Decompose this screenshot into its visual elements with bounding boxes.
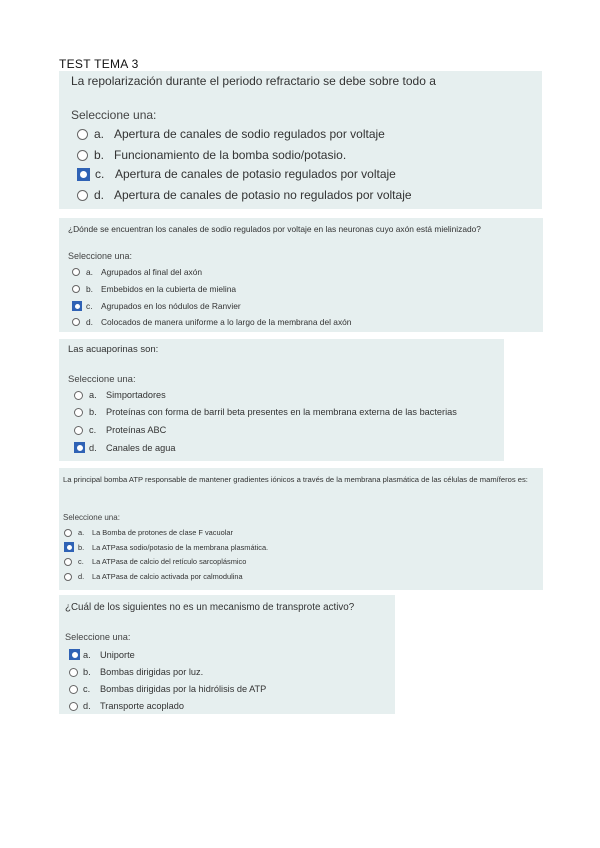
radio-button-selected[interactable] xyxy=(74,442,85,453)
question-1 xyxy=(59,71,542,209)
answer-option-a[interactable] xyxy=(72,267,202,277)
radio-button[interactable] xyxy=(77,190,88,201)
question-text: La repolarización durante el periodo refractario se debe sobre todo a xyxy=(71,74,436,88)
option-text: Apertura de canales de potasio no regulados por voltaje xyxy=(114,188,412,202)
option-text: Colocados de manera uniforme a lo largo de la membrana del axón xyxy=(101,317,352,327)
option-text: Embebidos en la cubierta de mielina xyxy=(101,284,237,294)
option-letter: d. xyxy=(78,572,85,581)
radio-button-selected[interactable] xyxy=(72,301,82,311)
answer-option-b[interactable] xyxy=(77,148,346,162)
answer-option-c[interactable] xyxy=(74,425,166,435)
question-text: ¿Cuál de los siguientes no es un mecanismo de transprote activo? xyxy=(65,602,355,613)
radio-button[interactable] xyxy=(64,529,72,537)
option-text: Proteínas ABC xyxy=(106,425,167,435)
select-one-label: Seleccione una: xyxy=(68,374,136,385)
radio-button[interactable] xyxy=(77,129,88,140)
option-text: Proteínas con forma de barril beta presentes en la membrana externa de las bacterias xyxy=(106,407,457,417)
radio-button[interactable] xyxy=(72,318,80,326)
radio-button[interactable] xyxy=(69,668,78,677)
option-letter: b. xyxy=(89,407,97,417)
option-text: La ATPasa sodio/potasio de la membrana plasmática. xyxy=(92,542,269,552)
option-letter: a. xyxy=(83,649,91,660)
answer-option-b[interactable] xyxy=(72,284,236,294)
answer-option-c[interactable] xyxy=(77,167,396,181)
option-letter: d. xyxy=(86,317,93,327)
option-text: Funcionamiento de la bomba sodio/potasio. xyxy=(114,148,347,162)
option-text: La ATPasa de calcio del retículo sarcoplásmico xyxy=(92,557,247,566)
select-one-label: Seleccione una: xyxy=(65,632,131,642)
answer-option-a[interactable] xyxy=(74,390,166,400)
option-text: La ATPasa de calcio activada por calmodulina xyxy=(92,572,243,581)
option-text: Canales de agua xyxy=(106,442,176,453)
option-letter: b. xyxy=(86,284,93,294)
radio-button[interactable] xyxy=(64,573,72,581)
question-text: La principal bomba ATP responsable de mantener gradientes iónicos a través de la membrana plasmática de las células de mamíferos es: xyxy=(63,475,528,484)
option-text: Apertura de canales de sodio regulados por voltaje xyxy=(114,127,385,141)
answer-option-d[interactable] xyxy=(72,317,351,327)
option-letter: d. xyxy=(94,188,105,202)
option-letter: a. xyxy=(89,390,97,400)
question-4 xyxy=(59,468,543,590)
answer-option-b[interactable] xyxy=(69,667,203,677)
option-text: Bombas dirigidas por luz. xyxy=(100,667,204,677)
option-letter: a. xyxy=(78,528,85,537)
option-letter: b. xyxy=(94,148,105,162)
radio-button[interactable] xyxy=(74,426,83,435)
option-letter: b. xyxy=(83,667,91,677)
option-letter: d. xyxy=(83,701,91,711)
answer-option-a[interactable] xyxy=(77,127,385,141)
option-text: Bombas dirigidas por la hidrólisis de ATP xyxy=(100,684,267,694)
document-title: TEST TEMA 3 xyxy=(59,57,139,71)
question-2 xyxy=(59,218,543,332)
answer-option-d[interactable] xyxy=(69,701,184,711)
radio-button[interactable] xyxy=(69,702,78,711)
answer-option-d[interactable] xyxy=(77,188,412,202)
answer-option-b[interactable] xyxy=(74,407,457,417)
option-letter: a. xyxy=(86,267,93,277)
option-letter: c. xyxy=(78,557,84,566)
option-letter: b. xyxy=(78,542,85,552)
radio-button-selected[interactable] xyxy=(69,649,80,660)
select-one-label: Seleccione una: xyxy=(68,251,133,261)
radio-button[interactable] xyxy=(69,685,78,694)
radio-button[interactable] xyxy=(77,150,88,161)
option-letter: c. xyxy=(83,684,91,694)
answer-option-c[interactable] xyxy=(69,684,266,694)
select-one-label: Seleccione una: xyxy=(71,108,157,122)
select-one-label: Seleccione una: xyxy=(63,513,120,522)
radio-button[interactable] xyxy=(74,408,83,417)
radio-button-selected[interactable] xyxy=(77,168,90,181)
radio-button[interactable] xyxy=(72,285,80,293)
answer-option-d[interactable] xyxy=(74,442,175,453)
answer-option-c[interactable] xyxy=(64,557,246,566)
option-text: Agrupados al final del axón xyxy=(101,267,203,277)
option-text: La Bomba de protones de clase F vacuolar xyxy=(92,528,233,537)
option-text: Uniporte xyxy=(100,649,135,660)
option-letter: c. xyxy=(86,301,93,311)
option-text: Transporte acoplado xyxy=(100,701,184,711)
option-text: Agrupados en los nódulos de Ranvier xyxy=(101,301,241,311)
radio-button-selected[interactable] xyxy=(64,542,74,552)
answer-option-d[interactable] xyxy=(64,572,243,581)
radio-button[interactable] xyxy=(64,558,72,566)
answer-option-c[interactable] xyxy=(72,301,241,311)
option-letter: c. xyxy=(89,425,97,435)
option-text: Apertura de canales de potasio regulados por voltaje xyxy=(115,167,396,181)
option-text: Simportadores xyxy=(106,390,166,400)
radio-button[interactable] xyxy=(74,391,83,400)
answer-option-a[interactable] xyxy=(69,649,135,660)
option-letter: a. xyxy=(94,127,105,141)
option-letter: d. xyxy=(89,442,97,453)
question-text: Las acuaporinas son: xyxy=(68,344,159,355)
question-text: ¿Dónde se encuentran los canales de sodio regulados por voltaje en las neuronas cuyo axón está mielinizado? xyxy=(68,224,481,234)
answer-option-a[interactable] xyxy=(64,528,233,537)
question-3 xyxy=(59,339,504,461)
answer-option-b[interactable] xyxy=(64,542,268,552)
option-letter: c. xyxy=(95,167,105,181)
question-5 xyxy=(59,595,395,714)
radio-button[interactable] xyxy=(72,268,80,276)
